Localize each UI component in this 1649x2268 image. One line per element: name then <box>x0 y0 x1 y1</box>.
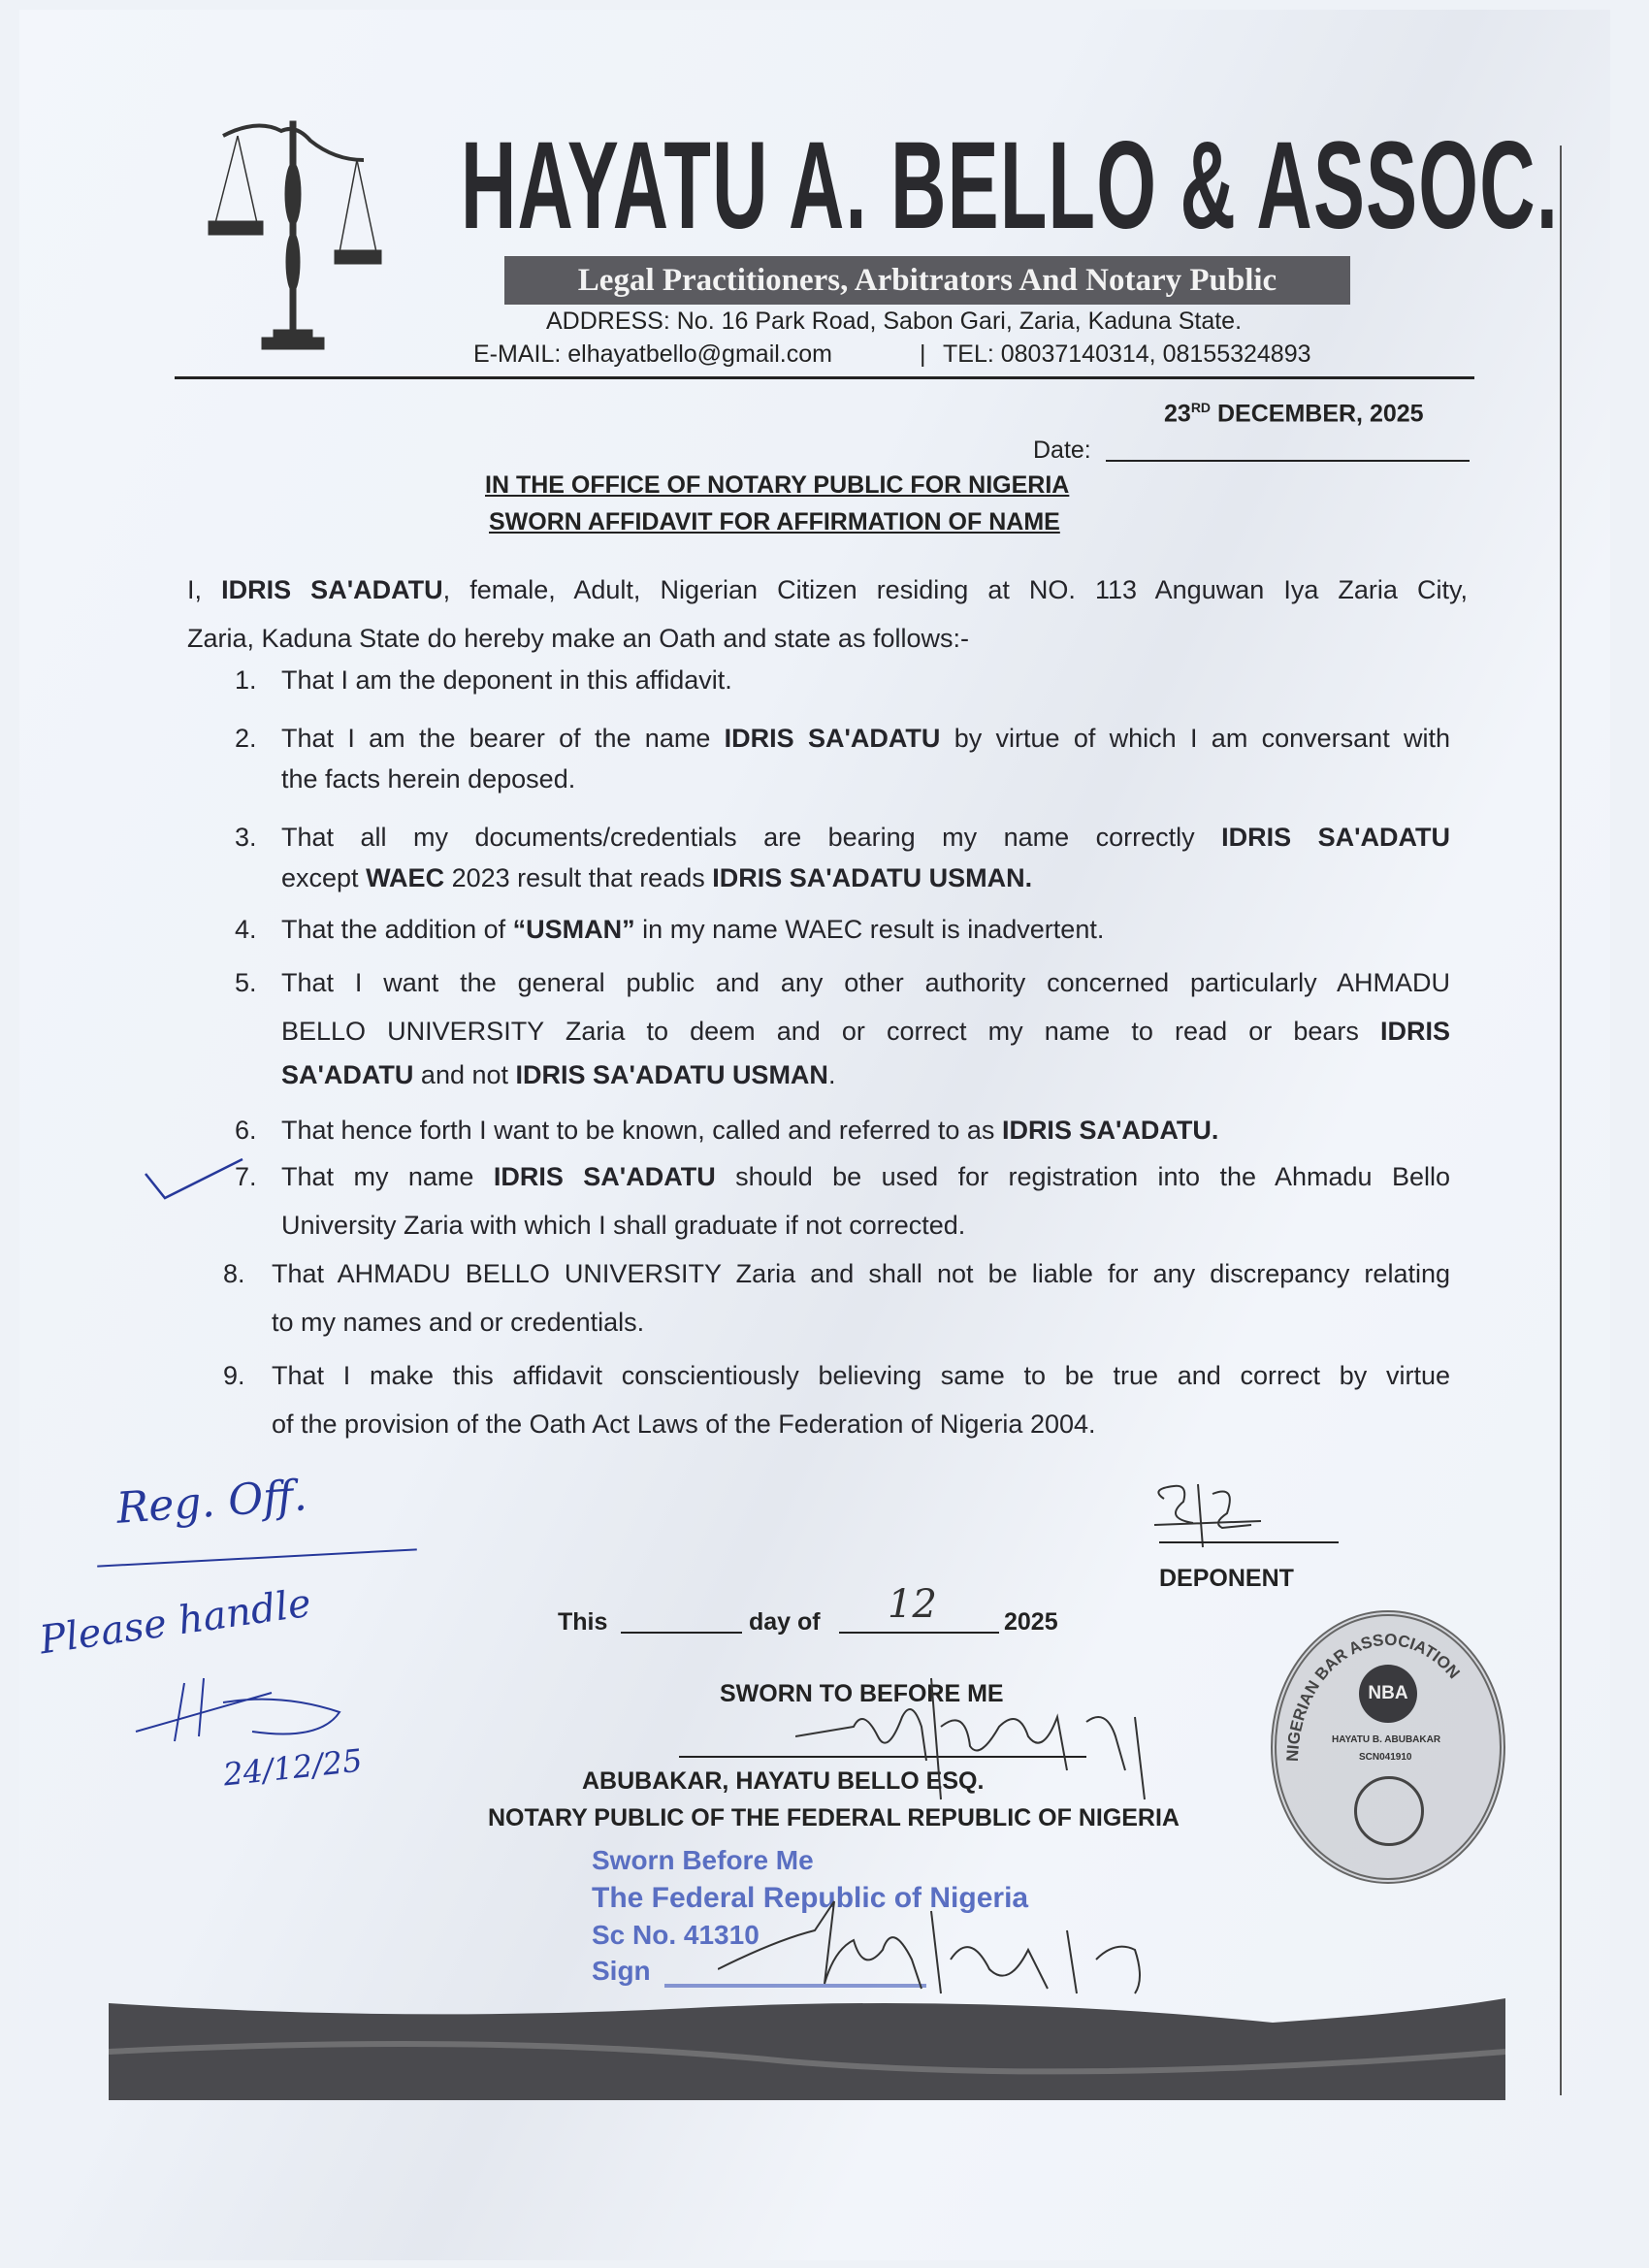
text-segment: That AHMADU BELLO UNIVERSITY Zaria and shall not be liable for any discrepancy relating <box>272 1259 1450 1288</box>
firm-telephone: TEL: 08037140314, 08155324893 <box>943 340 1311 368</box>
item-number: 9. <box>223 1361 245 1390</box>
bold-text: IDRIS SA'ADATU USMAN <box>515 1060 828 1089</box>
date-label: Date: <box>1033 437 1091 464</box>
date-day: 23 <box>1164 400 1191 428</box>
bold-text: IDRIS SA'ADATU <box>221 575 443 604</box>
text-segment: I, <box>187 575 222 604</box>
text-segment: BELLO UNIVERSITY Zaria to deem and or correct my name to read or bears <box>281 1017 1380 1046</box>
text-line <box>281 1162 1450 1192</box>
item-number: 8. <box>223 1259 245 1288</box>
nba-seal <box>1271 1610 1505 1884</box>
text-segment: University Zaria with which I shall graduate if not corrected. <box>281 1211 966 1240</box>
text-segment: , female, Adult, Nigerian Citizen residing at NO. 113 Anguwan Iya Zaria City, <box>442 575 1469 604</box>
bold-text: “USMAN” <box>512 915 635 944</box>
blue-stamp-sign-label: Sign <box>592 1956 651 1986</box>
notary-name: ABUBAKAR, HAYATU BELLO ESQ. <box>582 1767 985 1795</box>
bold-text: WAEC <box>366 863 445 892</box>
note-reg-off: Reg. Off. <box>114 1471 309 1534</box>
text-segment: except <box>281 863 367 892</box>
right-margin-line <box>1560 146 1562 2095</box>
bold-text: IDRIS <box>1379 1017 1450 1046</box>
blue-stamp-sc-number: Sc No. 41310 <box>592 1920 760 1950</box>
date-underline <box>1106 460 1470 462</box>
date-month-year: DECEMBER, 2025 <box>1211 400 1424 428</box>
firm-tagline: Legal Practitioners, Arbitrators And Notary Public <box>504 256 1350 305</box>
item-number: 2. <box>235 724 257 753</box>
item-number: 7. <box>235 1162 257 1191</box>
scales-of-justice-icon <box>204 116 436 369</box>
deponent-label: DEPONENT <box>1159 1565 1294 1592</box>
seal-holder-name: HAYATU B. ABUBAKAR <box>1332 1734 1441 1745</box>
text-segment: to my names and or credentials. <box>272 1308 645 1337</box>
bold-text: IDRIS SA'ADATU <box>493 1162 716 1191</box>
day-blank <box>621 1632 742 1634</box>
text-segment: That hence forth I want to be known, called and referred to as <box>281 1116 1002 1145</box>
bold-text: IDRIS SA'ADATU USMAN. <box>712 863 1033 892</box>
item-number: 6. <box>235 1116 257 1145</box>
notary-signature <box>795 1659 1212 1804</box>
note-underline <box>97 1548 417 1567</box>
deponent-signature <box>1145 1474 1348 1562</box>
blue-stamp-line2: The Federal Republic of Nigeria <box>592 1882 1029 1914</box>
date-suffix: RD <box>1190 400 1212 415</box>
footer-wave-band <box>109 1993 1505 2100</box>
month-blank <box>839 1632 999 1634</box>
text-line <box>281 1116 1218 1146</box>
text-segment: Zaria, Kaduna State do hereby make an Oath and state as follows:- <box>187 624 969 653</box>
item-number: 5. <box>235 968 257 997</box>
text-segment: That my name <box>281 1162 494 1191</box>
document-date <box>1164 400 1424 428</box>
coat-of-arms-icon <box>1354 1776 1424 1846</box>
note-date: 24/12/25 <box>221 1741 365 1794</box>
text-line <box>281 764 575 794</box>
header-divider <box>175 376 1474 379</box>
text-segment: That I am the bearer of the name <box>281 724 725 753</box>
text-segment: of the provision of the Oath Act Laws of the Federation of Nigeria 2004. <box>272 1409 1096 1439</box>
text-line <box>272 1361 1450 1391</box>
seal-ring-text: NIGERIAN BAR ASSOCIATION <box>1282 1630 1464 1763</box>
affidavit-page <box>19 10 1610 2260</box>
item-number: 4. <box>235 915 257 944</box>
text-line <box>281 968 1450 998</box>
text-line <box>281 665 732 696</box>
seal-nba-badge: NBA <box>1359 1665 1417 1723</box>
firm-name: HAYATU A. BELLO & ASSOC. <box>461 116 1560 255</box>
text-line <box>281 724 1450 754</box>
bold-text: IDRIS SA'ADATU <box>724 724 941 753</box>
text-segment: . <box>827 1060 836 1089</box>
text-line <box>272 1409 1096 1440</box>
bold-text: SA'ADATU <box>281 1060 414 1089</box>
text-segment: the facts herein deposed. <box>281 764 576 794</box>
notary-stamp-signature <box>718 1892 1164 1998</box>
bold-text: IDRIS SA'ADATU <box>1221 823 1451 852</box>
notary-title: NOTARY PUBLIC OF THE FEDERAL REPUBLIC OF NIGERIA <box>488 1804 1180 1831</box>
bold-text: IDRIS SA'ADATU. <box>1001 1116 1219 1145</box>
text-segment: That the addition of <box>281 915 513 944</box>
text-line <box>281 1017 1450 1047</box>
item-number: 1. <box>235 665 257 695</box>
day-handwritten: 12 <box>888 1582 937 1627</box>
header-separator: | <box>920 340 926 368</box>
checkmark-icon <box>141 1154 247 1203</box>
text-segment: by virtue of which I am conversant with <box>940 724 1451 753</box>
text-segment: That I am the deponent in this affidavit. <box>281 665 732 695</box>
text-line <box>272 1308 644 1338</box>
heading-affidavit-title: SWORN AFFIDAVIT FOR AFFIRMATION OF NAME <box>489 508 1060 535</box>
text-line <box>281 863 1032 893</box>
text-segment: 2023 result that reads <box>444 863 713 892</box>
text-line <box>281 1060 835 1090</box>
sworn-before-me: SWORN TO BEFORE ME <box>720 1680 1004 1707</box>
text-segment: That all my documents/credentials are bearing my name correctly <box>281 823 1222 852</box>
seal-number: SCN041910 <box>1359 1752 1412 1763</box>
text-line <box>187 624 969 654</box>
blue-stamp-line1: Sworn Before Me <box>592 1845 814 1875</box>
this-label: This <box>558 1608 608 1636</box>
day-of-label: day of <box>749 1608 821 1636</box>
heading-office: IN THE OFFICE OF NOTARY PUBLIC FOR NIGERIA <box>485 471 1070 499</box>
firm-address: ADDRESS: No. 16 Park Road, Sabon Gari, Zaria, Kaduna State. <box>546 308 1243 335</box>
text-line <box>272 1259 1450 1289</box>
firm-email: E-MAIL: elhayatbello@gmail.com <box>473 340 832 368</box>
year-label: 2025 <box>1004 1608 1058 1636</box>
text-segment: in my name WAEC result is inadvertent. <box>634 915 1105 944</box>
text-segment: That I want the general public and any other authority concerned particularly AHMADU <box>281 968 1450 997</box>
text-line <box>281 915 1104 945</box>
note-please-handle: Please handle <box>37 1580 314 1664</box>
text-segment: should be used for registration into the Ahmadu Bello <box>715 1162 1450 1191</box>
text-segment: That I make this affidavit conscientiously believing same to be true and correct by virtue <box>272 1361 1450 1390</box>
text-line <box>187 575 1468 605</box>
text-line <box>281 1211 965 1241</box>
text-line <box>281 823 1450 853</box>
item-number: 3. <box>235 823 257 852</box>
note-initials <box>126 1659 378 1746</box>
text-segment: and not <box>413 1060 516 1089</box>
